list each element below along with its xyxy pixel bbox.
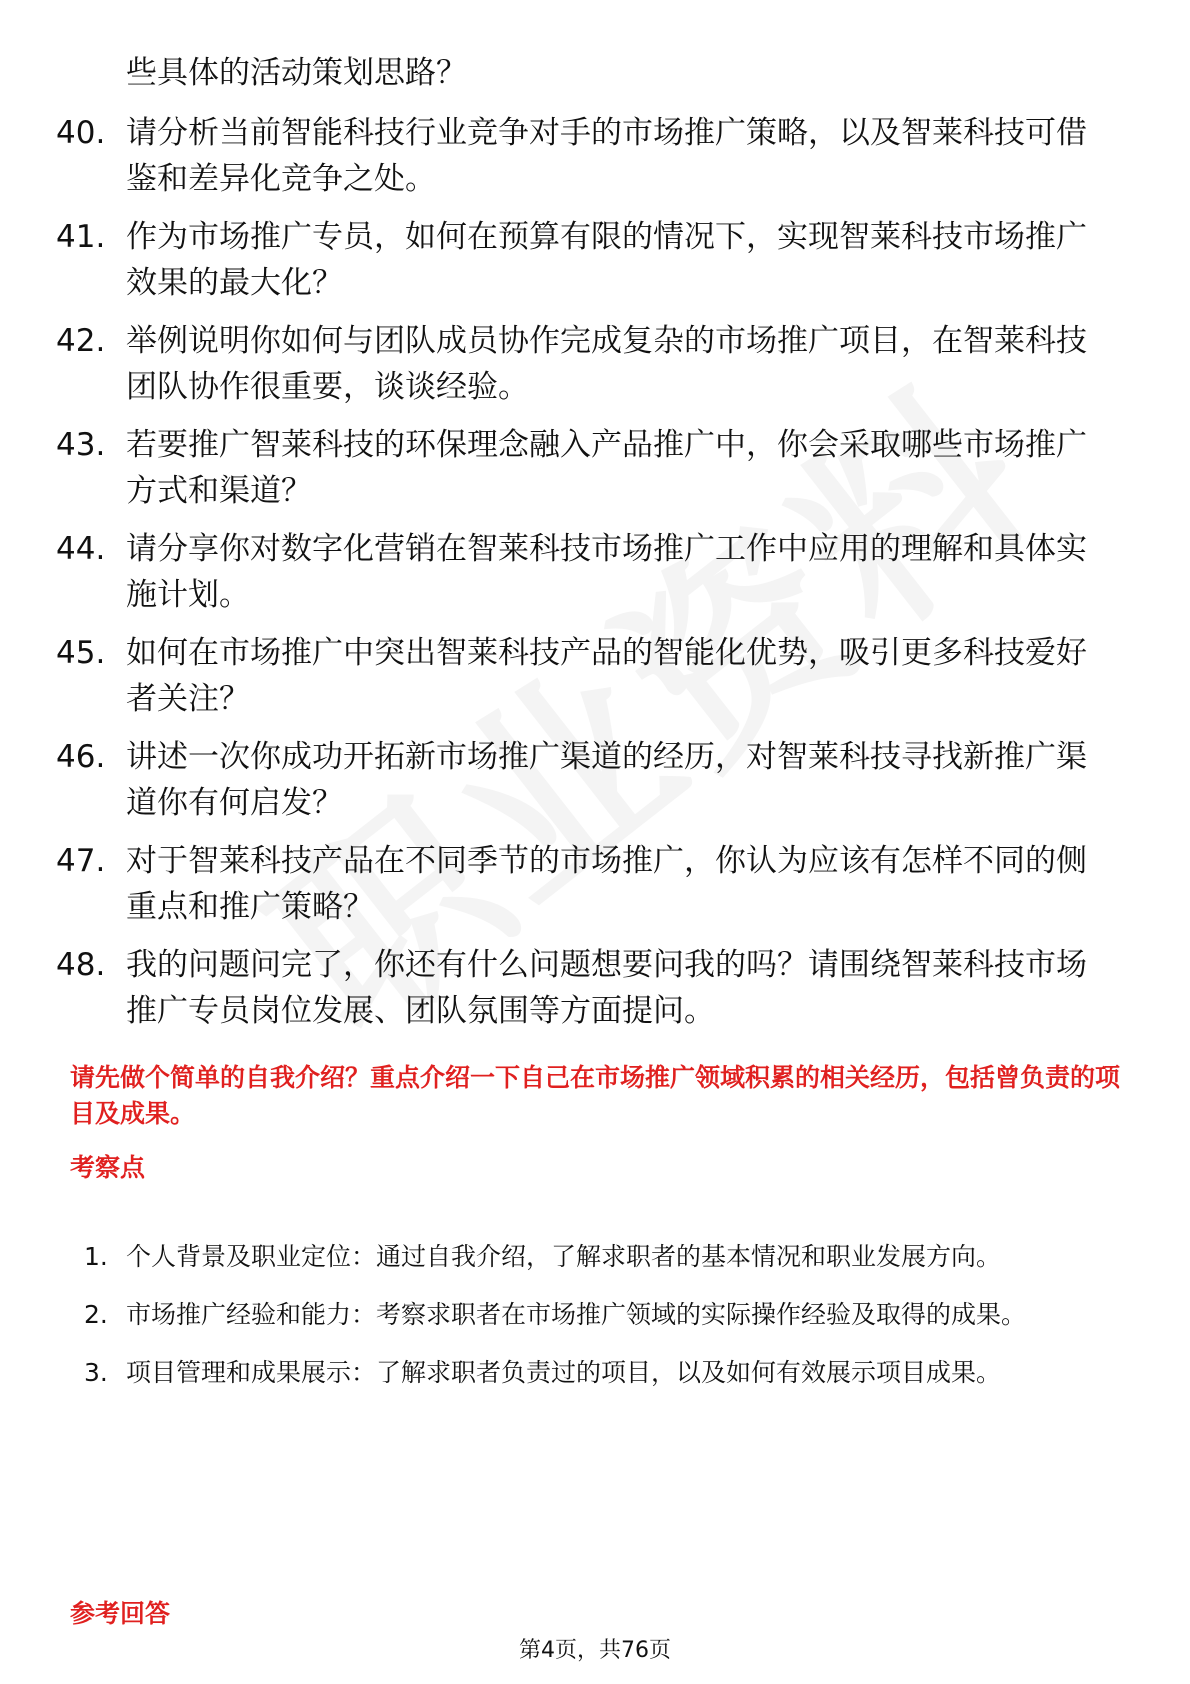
question-number: 40.: [56, 115, 106, 151]
exam-points-list: [84, 1228, 1120, 1402]
question-item: [56, 838, 1116, 930]
question-item: [56, 526, 1116, 618]
question-list: [56, 110, 1116, 1046]
question-item: [56, 214, 1116, 306]
exam-point-number: 2.: [84, 1300, 108, 1329]
question-item: [56, 422, 1116, 514]
exam-point-item: [84, 1286, 1120, 1344]
question-number: 41.: [56, 219, 106, 255]
exam-point-number: 3.: [84, 1358, 108, 1387]
question-item: [56, 734, 1116, 826]
question-number: 48.: [56, 947, 106, 983]
highlight-question: 请先做个简单的自我介绍？重点介绍一下自己在市场推广领域积累的相关经历，包括曾负责的项目及成果。: [70, 1063, 1121, 1128]
page-footer: 第4页，共76页: [519, 1638, 671, 1663]
question-item: [56, 110, 1116, 202]
question-text: 请分析当前智能科技行业竞争对手的市场推广策略，以及智莱科技可借鉴和差异化竞争之处。: [126, 115, 1087, 197]
question-item: [56, 942, 1116, 1034]
question-text: 作为市场推广专员，如何在预算有限的情况下，实现智莱科技市场推广效果的最大化？: [126, 219, 1087, 301]
question-text: 请分享你对数字化营销在智莱科技市场推广工作中应用的理解和具体实施计划。: [126, 531, 1087, 613]
exam-point-item: [84, 1228, 1120, 1286]
reference-answer-heading: 参考回答: [70, 1599, 171, 1628]
question-number: 46.: [56, 739, 106, 775]
exam-points-heading: 考察点: [70, 1153, 146, 1182]
question-number: 45.: [56, 635, 106, 671]
exam-point-text: 市场推广经验和能力：考察求职者在市场推广领域的实际操作经验及取得的成果。: [126, 1300, 1027, 1329]
question-text: 对于智莱科技产品在不同季节的市场推广，你认为应该有怎样不同的侧重点和推广策略？: [126, 843, 1087, 925]
exam-point-number: 1.: [84, 1242, 108, 1271]
question-text: 我的问题问完了，你还有什么问题想要问我的吗？请围绕智莱科技市场推广专员岗位发展、团队氛围等方面提问。: [126, 947, 1087, 1029]
question-text: 如何在市场推广中突出智莱科技产品的智能化优势，吸引更多科技爱好者关注？: [126, 635, 1087, 717]
question-text: 举例说明你如何与团队成员协作完成复杂的市场推广项目，在智莱科技团队协作很重要，谈谈经验。: [126, 323, 1087, 405]
question-continuation: 些具体的活动策划思路？: [126, 55, 467, 91]
question-item: [56, 318, 1116, 410]
exam-point-text: 项目管理和成果展示：了解求职者负责过的项目，以及如何有效展示项目成果。: [126, 1358, 1002, 1387]
exam-point-text: 个人背景及职业定位：通过自我介绍，了解求职者的基本情况和职业发展方向。: [126, 1242, 1002, 1271]
question-number: 44.: [56, 531, 106, 567]
question-number: 43.: [56, 427, 106, 463]
question-number: 47.: [56, 843, 106, 879]
question-number: 42.: [56, 323, 106, 359]
question-text: 若要推广智莱科技的环保理念融入产品推广中，你会采取哪些市场推广方式和渠道？: [126, 427, 1087, 509]
exam-point-item: [84, 1344, 1120, 1402]
question-text: 讲述一次你成功开拓新市场推广渠道的经历，对智莱科技寻找新推广渠道你有何启发？: [126, 739, 1087, 821]
question-item: [56, 630, 1116, 722]
